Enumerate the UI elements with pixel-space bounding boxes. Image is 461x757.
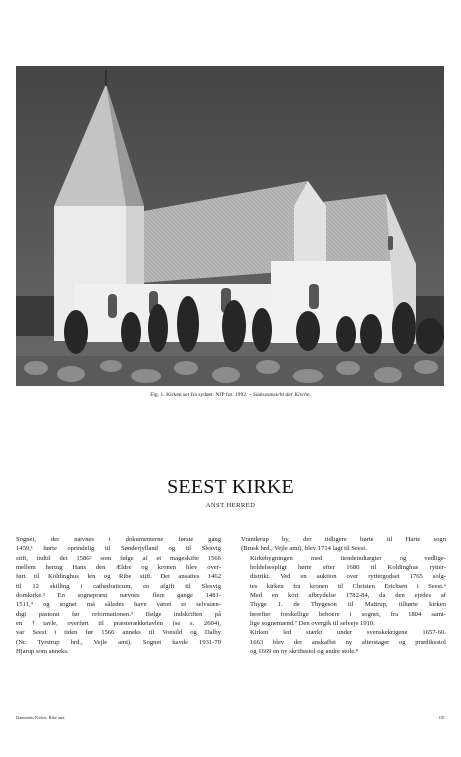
- text-line: til 12 skilling i cathedraticum, en afgift til Slesvig: [16, 582, 221, 590]
- text-line: Vranderup by, der tidligere hørte til Harte sogn: [241, 536, 446, 543]
- right-paragraph-3: [241, 628, 446, 656]
- text-line: Med en kort afbrydelse 1782-84, da den ejedes af: [250, 592, 446, 600]
- church-illustration: [16, 66, 444, 386]
- figure-caption: [0, 392, 461, 398]
- text-line: tes kirken fra kronen til Christen Erichsen i Seest.⁶: [250, 582, 446, 590]
- text-line: holdelsespligt hørte efter 1680 til Koldinghus rytter-: [250, 564, 446, 572]
- text-line: Kirkebygningen med tiendeindtægter og vedlige-: [250, 554, 446, 562]
- left-column: [16, 535, 221, 656]
- right-column: [241, 535, 446, 656]
- text-line: stift, indtil det 1586² som følge af et mageskifte 1566: [16, 554, 221, 562]
- page-number: 181: [438, 715, 445, 720]
- text-line: Kirken led stærkt under svenskekrigene 1657-60.: [250, 629, 446, 637]
- church-photograph: [16, 66, 444, 386]
- page-subtitle: ANST HERRED: [205, 502, 256, 509]
- text-line: Hjarup som anneks.: [16, 648, 69, 656]
- text-line: ført til Koldinghus len og Ribe stift. Det ansattes 1462: [16, 573, 221, 581]
- text-line: (Brusk hrd., Vejle amt), blev 1714 lagt til Seest.: [241, 545, 367, 553]
- text-line: en †tavle, overført til præsterækketavlen (se s. 2604),: [16, 620, 221, 628]
- text-line: Sognet, der nævnes i dokumenterne første gang: [16, 536, 221, 543]
- text-line: herefter forskellige beboere i sognet, fra 1804 samt-: [250, 610, 446, 618]
- text-line: (Nr. Tyrstrup hrd., Vejle amt). Sognet havde 1931-79: [16, 638, 221, 646]
- text-line: mellem hertug Hans den Ældre og kronen blev over-: [16, 564, 221, 572]
- text-line: var Seest i tiden før 1566 anneks til Vonsild og Dalby: [16, 629, 221, 637]
- caption-text: Fig. 1. Kirken set fra sydøst. NJP fot. 1992. –: [150, 392, 254, 398]
- running-footer: Danmarks Kirker, Ribe amt: [16, 715, 65, 720]
- caption-german: Südostansicht der Kirche.: [253, 392, 311, 398]
- left-paragraph: [16, 535, 221, 656]
- text-line: distrikt. Ved en auktion over ryttergodset 1765 solg-: [250, 573, 446, 581]
- right-paragraph-1: [241, 535, 446, 554]
- text-line: og 1669 en ny skriftestol og andre stole.⁸: [250, 648, 359, 656]
- text-line: lige sognemænd.⁷ Den overgik til selveje 1910.: [250, 620, 375, 628]
- right-paragraph-2: [241, 554, 446, 629]
- text-line: domkirke.³ En sognepræst nævnes flere gange 1481-: [16, 592, 221, 600]
- text-line: Thyge J. de Thygeson til Mattrup, tilhørte kirken: [250, 601, 446, 609]
- text-line: 1511,⁴ og sognet må således have været et selvstæn-: [16, 601, 221, 609]
- text-line: 1663 blev der anskaffet ny alterstager og prædikestol: [250, 638, 446, 646]
- text-line: 1459,¹ hørte oprindelig til Sønderjylland og til Slesvig: [16, 545, 221, 553]
- text-line: digt pastorat før reformationen.⁵ Ifølge indskriften på: [16, 610, 221, 618]
- page-title: SEEST KIRKE: [167, 476, 294, 498]
